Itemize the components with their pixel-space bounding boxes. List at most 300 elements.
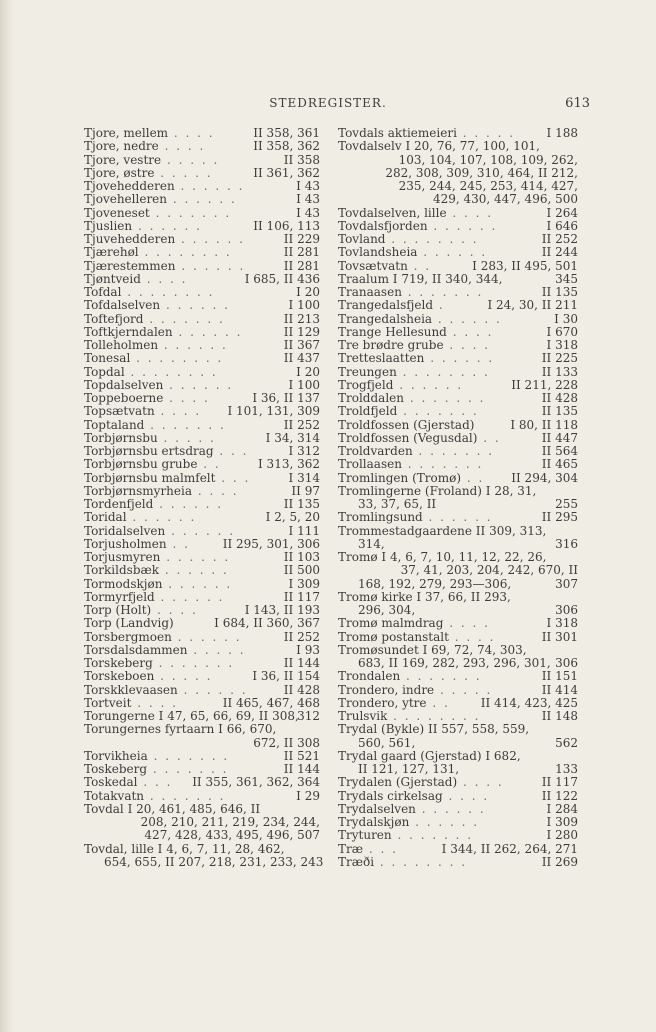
entry-line (338, 803, 578, 816)
entry-line (84, 339, 320, 352)
entry-line (338, 339, 578, 352)
entry-name: Topdalselven (84, 377, 164, 392)
entry-name: Tolleholmen (84, 338, 159, 352)
dot-leader: . . . . . . (126, 510, 197, 525)
entry-name: Toskeberg (84, 762, 148, 776)
entry-line (338, 790, 578, 803)
entry-name: Trangedalsheia (338, 311, 433, 326)
index-entry (338, 220, 578, 233)
dot-leader: . . . . . . (160, 298, 230, 313)
entry-line (84, 286, 320, 299)
entry-name: Trommestadgaardene II 309, 313, (338, 523, 547, 538)
entry-name: Tromlingsund (338, 510, 423, 525)
index-entry (338, 776, 578, 789)
entry-line (84, 803, 320, 816)
index-entry (84, 750, 320, 763)
dot-leader: . . . . . . . . (396, 364, 490, 379)
entry-name: 560, 561, (358, 735, 416, 750)
entry-name: Tromø I 4, 6, 7, 10, 11, 12, 22, 26, (338, 550, 547, 564)
entry-reference: II 414 (541, 682, 578, 697)
entry-line (84, 472, 320, 485)
entry-name: Troldvarden (338, 444, 413, 458)
entry-line (84, 617, 320, 630)
entry-reference: I 43 (296, 179, 320, 193)
entry-name: II 121, 127, 131, (358, 762, 460, 776)
entry-continuation-line (338, 498, 578, 511)
entry-reference: II 414, 423, 425 (480, 695, 578, 710)
entry-name: Tromlingen (Tromø) (338, 470, 462, 485)
entry-name: Trondero, ytre (338, 695, 427, 710)
entry-line (84, 564, 320, 577)
dot-leader: . . . . (446, 324, 494, 339)
dot-leader: . . . . (131, 695, 178, 710)
dot-leader: . . (197, 457, 221, 472)
entry-name: Torbjørnsbu malmfelt (84, 470, 216, 485)
index-entry (84, 366, 320, 379)
dot-leader: . . . . . . . (147, 762, 229, 776)
entry-line (84, 432, 320, 445)
dot-leader: . . . . . (157, 430, 216, 445)
entry-line (338, 710, 578, 723)
index-entry (338, 392, 578, 405)
entry-line (338, 207, 578, 220)
dot-leader: . . . . . . . (143, 311, 225, 326)
entry-reference: I 24, 30, II 211 (487, 298, 578, 313)
dot-leader: . . . . (192, 483, 239, 498)
index-entry (84, 286, 320, 299)
entry-reference: II 106, 113 (253, 218, 320, 233)
entry-name: Topdal (84, 364, 125, 379)
entry-line (84, 140, 320, 153)
index-entry (338, 803, 578, 816)
dot-leader: . . . . . . (171, 629, 242, 644)
entry-reference: II 213 (283, 311, 320, 326)
entry-reference: II 103 (283, 550, 320, 564)
index-entry (84, 525, 320, 538)
index-entry (84, 644, 320, 657)
entry-line (338, 776, 578, 789)
entry-reference: 307 (555, 576, 578, 591)
index-entry (338, 339, 578, 352)
index-entry (338, 458, 578, 471)
entry-name: Tromøsundet I 69, 72, 74, 303, (338, 642, 527, 657)
dot-leader: . . . . . (187, 642, 246, 657)
page-header (0, 96, 656, 116)
dot-leader: . . (407, 258, 432, 273)
entry-line (338, 352, 578, 365)
entry-name: Torungernes fyrtaarn I 66, 670, (84, 722, 277, 737)
dot-leader: . . . . . . . (404, 391, 486, 405)
entry-reference: II 367 (283, 338, 320, 352)
index-entry (84, 220, 320, 233)
index-entry (84, 841, 324, 870)
index-entry (84, 167, 320, 180)
dot-leader: . . . . . . (167, 192, 237, 207)
entry-name: Tjore, vestre (84, 152, 162, 167)
entry-reference: II 151 (541, 669, 578, 684)
entry-reference: I 36, II 137 (252, 391, 320, 405)
entry-reference: I 20 (296, 364, 320, 379)
entry-reference: II 97 (291, 483, 320, 498)
entry-name: Torskeberg (84, 656, 153, 670)
entry-reference: II 269 (541, 854, 578, 869)
entry-line (84, 180, 320, 193)
entry-name: 427, 428, 433, 495, 496, 507 (144, 828, 320, 843)
entry-name: 37, 41, 203, 204, 242, 670, II (400, 563, 578, 578)
dot-leader: . . . . . . . . (385, 232, 479, 246)
entry-line (84, 313, 320, 326)
entry-name: Toridalselven (84, 523, 166, 538)
dot-leader: . . . . . . (422, 510, 493, 525)
index-entry (84, 710, 320, 723)
dot-leader: . . . . . . . (144, 788, 226, 803)
entry-line (84, 273, 320, 286)
entry-name: Tre brødre grube (338, 338, 444, 352)
entry-reference: II 252 (283, 417, 320, 432)
dot-leader: . . . . (140, 271, 188, 286)
entry-line (84, 790, 320, 803)
index-entry (84, 432, 320, 445)
entry-reference: II 133 (541, 364, 578, 379)
entry-line (84, 246, 320, 259)
index-entry (338, 379, 578, 392)
entry-continuation-line (84, 854, 324, 869)
entry-name: 429, 430, 447, 496, 500 (432, 192, 578, 207)
dot-leader: . . . . . . (163, 377, 234, 392)
entry-reference: I 670 (546, 324, 578, 339)
dot-leader: . . . . . . . (391, 828, 474, 843)
index-entry (338, 260, 578, 273)
entry-line (84, 326, 320, 339)
entry-name: Tortveit (84, 695, 132, 710)
entry-line (84, 710, 320, 723)
entry-reference: I 80, II 118 (510, 417, 578, 432)
dot-leader: . . . . . . (175, 258, 246, 273)
dot-leader: . . . . . . . (401, 285, 484, 299)
dot-leader: . . . . (163, 391, 210, 405)
index-entry (338, 684, 578, 697)
index-entry (338, 790, 578, 803)
entry-reference: I 284 (546, 801, 578, 816)
entry-reference: 562 (555, 735, 578, 750)
entry-name: Trondalen (338, 669, 401, 684)
entry-continuation-line (84, 829, 320, 842)
entry-reference: I 2, 5, 20 (265, 510, 320, 525)
entry-line (84, 697, 320, 710)
entry-name: Torsdalsdammen (84, 642, 188, 657)
entry-reference: II 361, 362 (253, 165, 320, 180)
dot-leader: . . . . . . . (149, 205, 232, 220)
index-entry (84, 617, 320, 630)
index-entry (84, 697, 320, 710)
index-entry (84, 776, 320, 789)
index-entry (84, 140, 320, 153)
entry-reference: II 437 (283, 351, 320, 366)
entry-continuation-line (338, 167, 578, 180)
dot-leader: . . . . . . (162, 576, 233, 591)
index-entry (338, 445, 578, 458)
entry-line (84, 154, 320, 167)
dot-leader: . . . . . . . (147, 748, 230, 763)
entry-line (84, 684, 320, 697)
entry-name: Tromø kirke I 37, 66, II 293, (338, 589, 511, 604)
dot-leader: . . . (137, 775, 173, 790)
entry-reference: I 100 (288, 377, 320, 392)
entry-name: Toftefjord (84, 311, 144, 326)
dot-leader: . . . . . . (159, 563, 229, 578)
dot-leader: . . . . . . (417, 245, 488, 260)
entry-line (338, 723, 578, 736)
entry-continuation-line (338, 180, 578, 193)
entry-name: Tjovehedderen (84, 179, 175, 193)
entry-name: Tofdalselven (84, 298, 161, 313)
entry-name: 314, (358, 536, 385, 551)
entry-name: Trydalskjøn (338, 815, 410, 829)
entry-continuation-line (338, 154, 578, 167)
entry-name: Troldfjeld (338, 404, 398, 419)
entry-reference: 133 (555, 762, 578, 776)
entry-reference: II 428 (541, 391, 578, 405)
entry-reference: II 465, 467, 468 (222, 695, 320, 710)
entry-reference: II 211, 228 (511, 377, 578, 392)
entry-name: Trangedalsfjeld (338, 298, 434, 313)
entry-name: Trydalen (Gjerstad) (338, 775, 458, 790)
entry-reference: I 34, 314 (265, 430, 320, 445)
index-entry (84, 803, 320, 843)
index-entry (84, 538, 320, 551)
dot-leader: . . . . (443, 616, 490, 631)
entry-continuation-line (338, 578, 578, 591)
entry-reference: I 143, II 193 (244, 603, 320, 617)
entry-line (338, 379, 578, 392)
index-entry (84, 458, 320, 471)
dot-leader: . . . . . . . . (374, 854, 468, 869)
dot-leader: . . . . . . . . (387, 709, 481, 723)
index-entry (84, 299, 320, 312)
index-entry (338, 511, 578, 524)
entry-reference: II 244 (541, 245, 578, 260)
entry-line (338, 631, 578, 644)
entry-name: Trydal gaard (Gjerstad) I 682, (338, 748, 521, 763)
entry-name: Trange Hellesund (338, 324, 447, 339)
entry-reference: II 301 (541, 629, 578, 644)
dot-leader: . . . . . (161, 152, 220, 167)
entry-reference: I 280 (546, 828, 578, 843)
index-entry (338, 313, 578, 326)
entry-name: Tormodskjøn (84, 576, 163, 591)
entry-reference: I 36, II 154 (252, 669, 320, 684)
entry-name: Toppeboerne (84, 391, 164, 405)
entry-name: Tjovehelleren (84, 192, 168, 207)
entry-reference: II 252 (541, 232, 578, 246)
entry-line (338, 220, 578, 233)
dot-leader: . . . . . . (177, 682, 248, 697)
entry-reference: II 358, 361 (253, 126, 320, 140)
index-entry (338, 525, 578, 552)
dot-leader: . . . . . . (165, 523, 236, 538)
entry-continuation-line (84, 737, 320, 750)
index-entry (84, 207, 320, 220)
entry-name: Torp (Landvig) (84, 616, 174, 631)
entry-line (338, 140, 578, 153)
entry-reference: II 117 (541, 775, 578, 790)
index-entry (84, 604, 320, 617)
entry-line (338, 127, 578, 140)
dot-leader: . . . . . . (174, 179, 245, 193)
entry-line (338, 246, 578, 259)
entry-name: Torskklevaasen (84, 682, 178, 697)
index-entry (84, 445, 320, 458)
entry-line (84, 366, 320, 379)
index-entry (84, 763, 320, 776)
entry-continuation-line (338, 763, 578, 776)
dot-leader: . . . . . . . (152, 656, 235, 670)
entry-line (84, 233, 320, 246)
entry-name: Tovdal, lille I 4, 6, 7, 11, 28, 462, (84, 841, 285, 856)
entry-line (338, 829, 578, 842)
entry-name: Torbjørnsbu grube (84, 457, 198, 472)
index-entry (338, 485, 578, 512)
entry-line (84, 776, 320, 789)
entry-line (338, 644, 578, 657)
dot-leader: . . (166, 536, 190, 551)
entry-line (338, 445, 578, 458)
entry-line (84, 657, 320, 670)
entry-name: 296, 304, (358, 603, 416, 617)
entry-line (338, 670, 578, 683)
entry-reference: II 281 (283, 245, 320, 260)
entry-continuation-line (338, 193, 578, 206)
entry-line (84, 405, 320, 418)
index-entry (84, 352, 320, 365)
dot-leader: . . . . . . . (397, 404, 479, 419)
entry-name: Tovlandsheia (338, 245, 418, 260)
entry-name: Tormyrfjeld (84, 589, 155, 604)
index-entry (84, 631, 320, 644)
dot-leader: . . . . . . (424, 351, 495, 366)
entry-line (338, 750, 578, 763)
entry-name: Topsætvatn (84, 404, 155, 419)
dot-leader: . . . . . . (154, 589, 225, 604)
entry-reference: II 252 (283, 629, 320, 644)
entry-line (84, 207, 320, 220)
index-entry (338, 843, 578, 856)
entry-name: Tjuslien (84, 218, 133, 233)
entry-reference: I 111 (288, 523, 320, 538)
entry-line (84, 220, 320, 233)
entry-name: Totakvatn (84, 788, 145, 803)
entry-name: Trolddalen (338, 391, 404, 405)
page-number: 613 (565, 96, 590, 111)
entry-line (338, 856, 578, 869)
index-entry (338, 246, 578, 259)
entry-name: Torbjørnsmyrheia (84, 483, 192, 498)
index-entry (84, 154, 320, 167)
dot-leader: . . . . . . (175, 232, 245, 246)
entry-continuation-line (84, 816, 320, 829)
entry-name: Tovdal I 20, 461, 485, 646, II (84, 801, 261, 816)
index-entry (84, 326, 320, 339)
entry-continuation-line (338, 657, 578, 670)
entry-line (338, 511, 578, 524)
entry-line (338, 326, 578, 339)
index-entry (84, 405, 320, 418)
index-entry (338, 617, 578, 630)
entry-reference: II 129 (283, 324, 320, 339)
dot-leader: . . . . (443, 338, 491, 352)
dot-leader: . . . . . . (393, 377, 464, 392)
entry-line (84, 750, 320, 763)
entry-name: Tjore, østre (84, 165, 155, 180)
entry-name: Trydalselven (338, 801, 416, 816)
entry-name: Træði (338, 854, 375, 869)
entry-name: Tovdals aktiemeieri (338, 126, 457, 140)
dot-leader: . . . . (442, 788, 490, 803)
entry-line (84, 260, 320, 273)
page-edge-shadow (0, 0, 14, 1032)
entry-reference: II 295 (541, 510, 578, 525)
index-entry (84, 591, 320, 604)
entry-name: 282, 308, 309, 310, 464, II 212, (385, 165, 578, 180)
entry-reference: 306 (555, 603, 578, 617)
entry-reference: I 43 (296, 192, 320, 207)
entry-reference: II 281 (283, 258, 320, 273)
entry-reference: II 135 (283, 497, 320, 511)
dot-leader: . . . . . . . . (124, 364, 218, 379)
entry-reference: I 309 (288, 576, 320, 591)
dot-leader: . . . . . . (153, 497, 224, 511)
dot-leader: . . (426, 695, 450, 710)
entry-line (338, 684, 578, 697)
entry-line (338, 617, 578, 630)
entry-line (84, 193, 320, 206)
index-entry (338, 299, 578, 312)
entry-name: 683, II 169, 282, 293, 296, 301, (358, 656, 551, 670)
entry-name: Torskeboen (84, 669, 155, 684)
entry-line (338, 273, 578, 286)
entry-name: Toftkjerndalen (84, 324, 173, 339)
entry-line (338, 697, 578, 710)
entry-name: Tonesal (84, 351, 131, 366)
index-entry (338, 419, 578, 432)
entry-line (84, 485, 320, 498)
index-entry (338, 127, 578, 140)
entry-name: Troldfossen (Gjerstad) (338, 417, 475, 432)
entry-continuation-line (338, 737, 578, 750)
entry-reference: I 43 (296, 205, 320, 220)
dot-leader: . . . . . . (172, 324, 243, 339)
entry-line (84, 419, 320, 432)
entry-line (338, 260, 578, 273)
dot-leader: . . . . (154, 404, 202, 419)
entry-reference: II 135 (541, 285, 578, 299)
entry-reference: I 685, II 436 (244, 271, 320, 286)
dot-leader: . . . . . . (432, 311, 502, 326)
index-entry (338, 829, 578, 842)
entry-reference: II 144 (283, 656, 320, 670)
index-entry (84, 498, 320, 511)
entry-name: Tjøntveid (84, 271, 141, 286)
entry-name: Toridal (84, 510, 127, 525)
entry-line (84, 763, 320, 776)
index-entry (338, 631, 578, 644)
index-entry (338, 233, 578, 246)
index-entry (338, 723, 578, 750)
entry-name: 672, II 308 (253, 735, 320, 750)
entry-reference: II 144 (283, 762, 320, 776)
entry-reference: I 100 (288, 298, 320, 313)
entry-name: Tjore, nedre (84, 139, 159, 154)
